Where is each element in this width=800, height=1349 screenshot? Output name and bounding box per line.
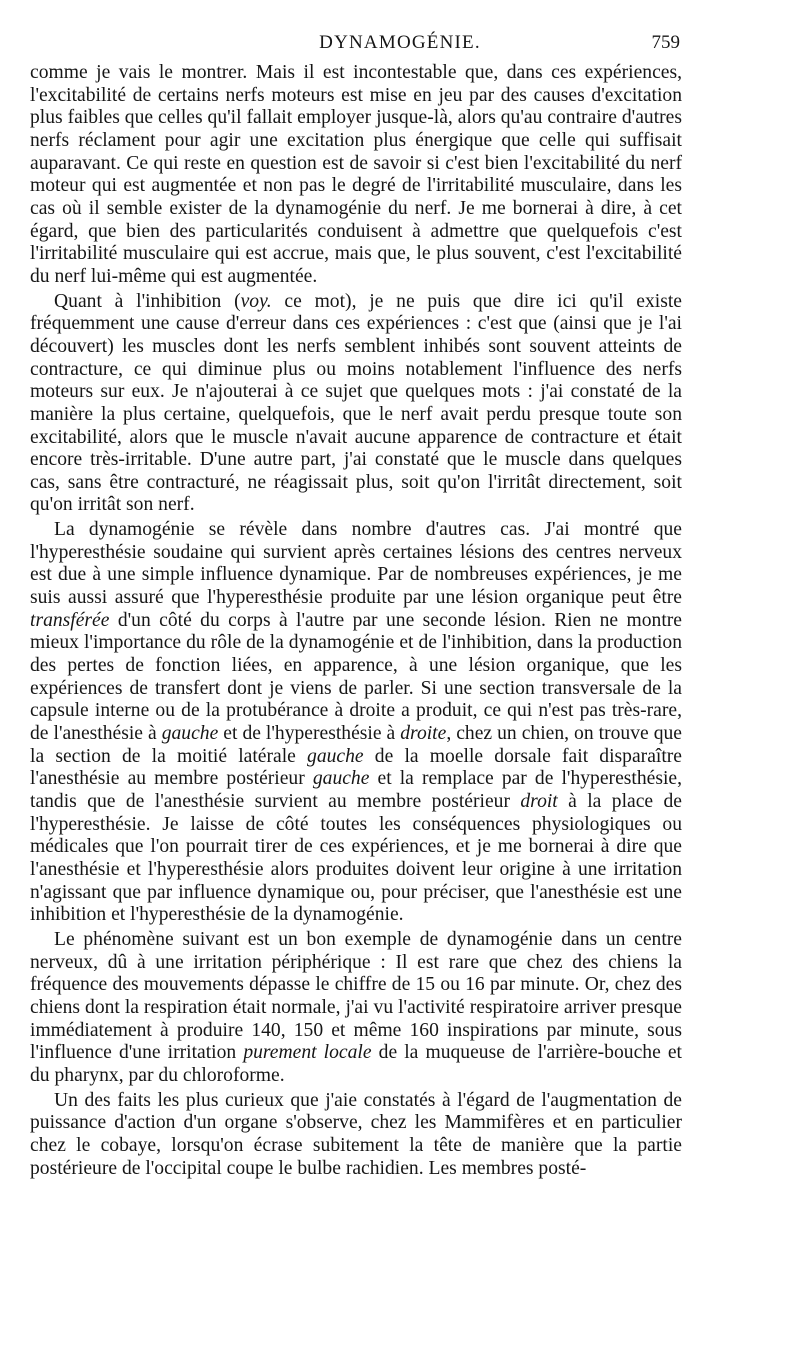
paragraph-5 <box>30 1090 682 1181</box>
page-number: 759 <box>651 32 680 53</box>
text-segment-italic: droit <box>520 791 558 812</box>
text-segment: , chez un chien, on trouve que la section de la moitié latérale <box>30 723 682 767</box>
paragraph-2 <box>30 291 682 518</box>
paragraph-1 <box>30 62 682 289</box>
text-segment: Un des faits les plus curieux que j'aie constatés à l'égard de l'augmentation de puissance d'action d'un organe s'observe, chez les Mammifères et en particulier chez le cobaye, lorsqu'on écrase subitement la tête de manière que la partie postérieure de l'occipital coupe le bulbe rachidien. Les membres posté- <box>30 1089 682 1179</box>
text-segment-italic: gauche <box>312 768 370 790</box>
text-segment: et de l'hyperesthésie à <box>218 723 401 745</box>
text-segment: de la muqueuse de l'arrière-bouche et du pharynx, par du chloroforme. <box>30 1042 682 1086</box>
text-segment: La dynamogénie se révèle dans nombre d'autres cas. J'ai montré que l'hyperesthésie soudaine qui survient après certaines lésions des centres nerveux est due à une simple influence dynamique. Par de nombreuses expériences, je me suis aussi assuré que l'hyperesthésie produite par une lésion organique peut être <box>30 519 682 609</box>
text-segment: Le phénomène suivant est un bon exemple de dynamogénie dans un centre nerveux, dû à une irritation périphérique : Il est rare que chez des chiens la fréquence des mouvements dépasse le chiffre de 15 ou 16 par minute. Or, chez des chiens dont la respiration était normale, j'ai vu l'activité respiratoire arriver presque immédiatement à produire 140, 150 et même 160 inspirations par minute, sous l'influence d'une irritation <box>30 928 682 1064</box>
paragraph-3 <box>30 519 682 927</box>
text-segment-italic: voy. <box>240 290 272 312</box>
body-text <box>30 62 682 1182</box>
paragraph-4 <box>30 929 682 1088</box>
running-head <box>0 30 800 60</box>
text-segment: à la place de l'hyperesthésie. Je laisse de côté toutes les conséquences physiologiques ou médicales que l'on pourrait tirer de ces expériences, et je me bornerai à dire que l'anesthésie et l'hyperesthésie alors produites doivent leur origine à une irritation n'agissant que par influence dynamique ou, pour préciser, que l'anesthésie est une inhibition et l'hyperesthésie de la dynamogénie. <box>30 791 682 926</box>
running-title: DYNAMOGÉNIE. <box>319 32 481 53</box>
text-segment-italic: gauche <box>161 723 219 745</box>
text-segment: ce mot), je ne puis que dire ici qu'il existe fréquemment une cause d'erreur dans ces expériences : c'est que (ainsi que je l'ai découvert) les muscles dont les nerfs semblent inhibés sont souvent atteints de contracture, ce qui diminue plus ou moins notablement l'influence des nerfs moteurs sur eux. Je n'ajouterai à ce sujet que quelques mots : j'ai constaté de la manière la plus certaine, quelquefois, que le nerf avait perdu presque toute son excitabilité, alors que le muscle n'avait aucune apparence de contracture et était encore très-irritable. D'une autre part, j'ai constaté que le muscle dans quelques cas, sans être contracturé, ne réagissait plus, soit qu'on l'irritât directement, soit qu'on irritât son nerf. <box>30 290 682 516</box>
text-segment: d'un côté du corps à l'autre par une seconde lésion. Rien ne montre mieux l'importance du rôle de la dynamogénie et de l'inhibition, dans la production des pertes de fonction liées, en apparence, à une lésion organique, que les expériences de transfert dont je viens de parler. Si une section transversale de la capsule interne ou de la protubérance à droite a produit, ce qui n'est pas très-rare, de l'anesthésie à <box>30 609 682 745</box>
text-segment-italic: purement locale <box>243 1042 372 1064</box>
text-segment: et la remplace par de l'hyperesthésie, tandis que de l'anesthésie survient au membre postérieur <box>30 768 682 812</box>
text-segment: de la moelle dorsale fait disparaître l'anesthésie au membre postérieur <box>30 745 682 790</box>
text-segment-italic: droite <box>400 723 447 745</box>
text-segment: comme je vais le montrer. Mais il est incontestable que, dans ces expériences, l'excitabilité de certains nerfs moteurs est mise en jeu par des causes d'excitation plus faibles que celles qu'il fallait employer jusque-là, alors qu'au contraire d'autres nerfs réclament pour agir une excitation plus énergique que celle qui suffisait auparavant. Ce qui reste en question est de savoir si c'est bien l'excitabilité du nerf moteur qui est augmentée et non pas le degré de l'irritabilité musculaire, dans les cas où il semble exister de la dynamogénie du nerf. Je me bornerai à dire, à cet égard, que bien des particularités conduisent à admettre que quelquefois c'est l'irritabilité musculaire qui est accrue, mais que, le plus souvent, c'est l'excitabilité du nerf lui-même qui est augmentée. <box>30 62 682 287</box>
text-segment: Quant à l'inhibition ( <box>54 290 241 312</box>
text-segment-italic: gauche <box>307 745 364 767</box>
text-segment-italic: transférée <box>30 609 110 631</box>
